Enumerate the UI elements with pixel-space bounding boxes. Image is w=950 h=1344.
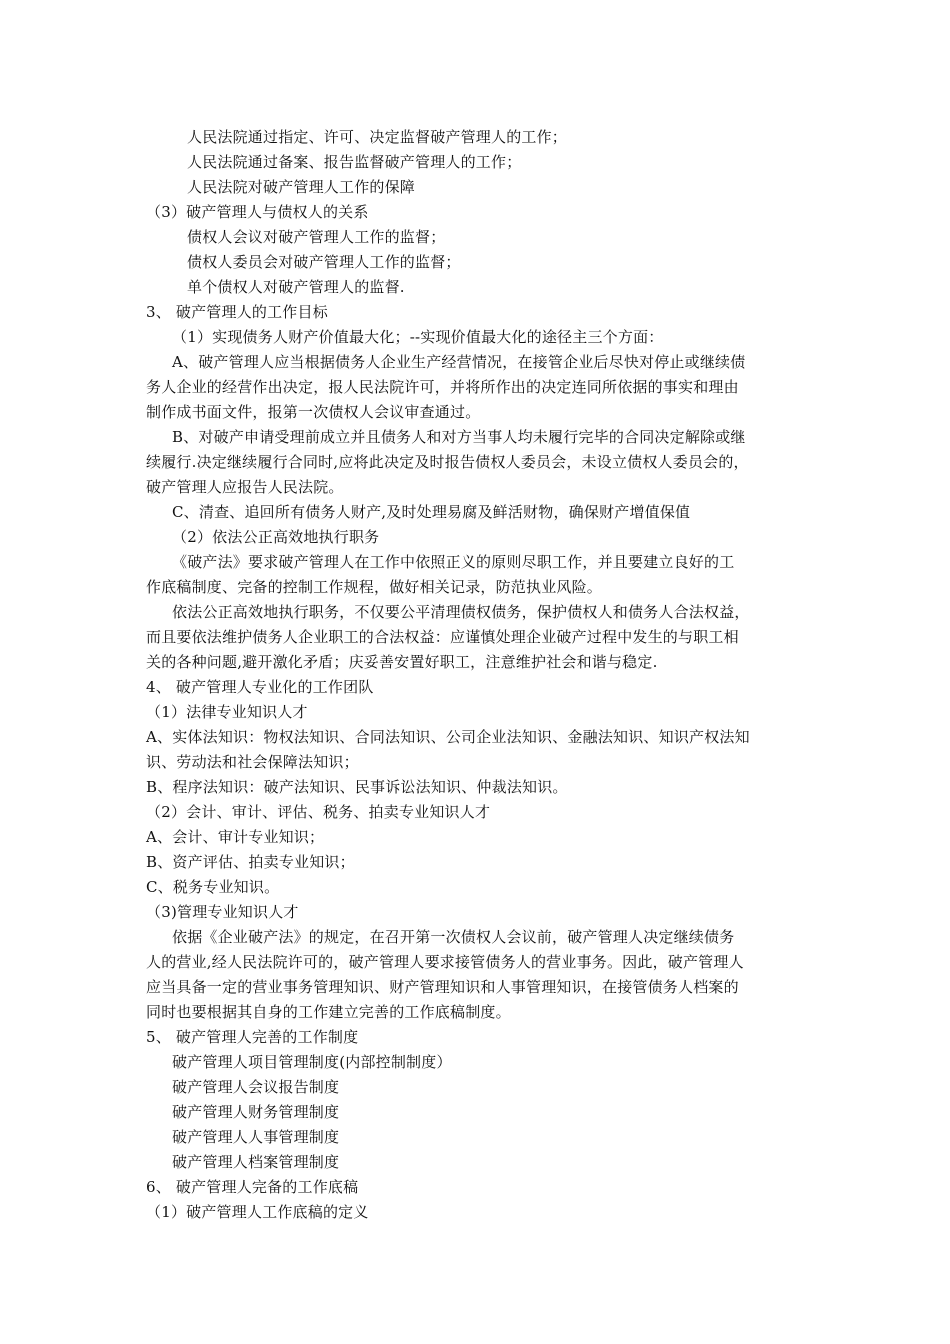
section-heading: （3）破产管理人与债权人的关系 (146, 203, 369, 221)
text-line: 作底稿制度、完备的控制工作规程，做好相关记录，防范执业风险。 (146, 578, 603, 596)
text-line: 应当具备一定的营业事务管理知识、财产管理知识和人事管理知识，在接管债务人档案的 (146, 978, 739, 996)
section-heading: 6、 破产管理人完备的工作底稿 (146, 1178, 359, 1196)
subsection-heading: （3)管理专业知识人才 (146, 903, 299, 921)
text-line: A、破产管理人应当根据债务人企业生产经营情况，在接管企业后尽快对停止或继续债 (172, 353, 746, 371)
subsection-heading: （2）依法公正高效地执行职务 (172, 528, 380, 546)
text-line: C、税务专业知识。 (146, 878, 280, 896)
text-line: 同时也要根据其自身的工作建立完善的工作底稿制度。 (146, 1003, 511, 1021)
subsection-heading: （1）破产管理人工作底稿的定义 (146, 1203, 369, 1221)
text-line: 务人企业的经营作出决定，报人民法院许可，并将所作出的决定连同所依据的事实和理由 (146, 378, 739, 396)
text-line: 债权人会议对破产管理人工作的监督； (187, 228, 446, 246)
text-line: C、清查、追回所有债务人财产,及时处理易腐及鲜活财物，确保财产增值保值 (172, 503, 691, 521)
subsection-heading: （1）法律专业知识人才 (146, 703, 308, 721)
text-line: 人民法院对破产管理人工作的保障 (187, 178, 416, 196)
text-line: 识、劳动法和社会保障法知识； (146, 753, 359, 771)
list-item: 破产管理人项目管理制度(内部控制制度） (172, 1053, 452, 1071)
text-line: 制作成书面文件，报第一次债权人会议审查通过。 (146, 403, 481, 421)
subsection-heading: （2）会计、审计、评估、税务、拍卖专业知识人才 (146, 803, 491, 821)
text-line: B、对破产申请受理前成立并且债务人和对方当事人均未履行完毕的合同决定解除或继 (172, 428, 746, 446)
subsection-heading: （1）实现债务人财产价值最大化；--实现价值最大化的途径主三个方面： (172, 328, 664, 346)
section-heading: 5、 破产管理人完善的工作制度 (146, 1028, 359, 1046)
text-line: A、会计、审计专业知识； (146, 828, 325, 846)
section-heading: 3、 破产管理人的工作目标 (146, 303, 328, 321)
list-item: 破产管理人财务管理制度 (172, 1103, 340, 1121)
text-line: 《破产法》要求破产管理人在工作中依照正义的原则尽职工作，并且要建立良好的工 (172, 553, 735, 571)
text-line: 而且要依法维护债务人企业职工的合法权益：应谨慎处理企业破产过程中发生的与职工相 (146, 628, 739, 646)
text-line: 依法公正高效地执行职务，不仅要公平清理债权债务，保护债权人和债务人合法权益， (172, 603, 750, 621)
text-line: 依据《企业破产法》的规定，在召开第一次债权人会议前，破产管理人决定继续债务 (172, 928, 735, 946)
list-item: 破产管理人档案管理制度 (172, 1153, 340, 1171)
text-line: B、资产评估、拍卖专业知识； (146, 853, 355, 871)
text-line: 单个债权人对破产管理人的监督. (187, 278, 405, 296)
text-line: 关的各种问题,避开激化矛盾；庆妥善安置好职工，注意维护社会和谐与稳定. (146, 653, 658, 671)
section-heading: 4、 破产管理人专业化的工作团队 (146, 678, 374, 696)
text-line: 人民法院通过备案、报告监督破产管理人的工作； (187, 153, 522, 171)
list-item: 破产管理人人事管理制度 (172, 1128, 340, 1146)
text-line: 续履行.决定继续履行合同时,应将此决定及时报告债权人委员会，未设立债权人委员会的， (146, 453, 749, 471)
text-line: A、实体法知识：物权法知识、合同法知识、公司企业法知识、金融法知识、知识产权法知 (146, 728, 750, 746)
text-line: 债权人委员会对破产管理人工作的监督； (187, 253, 461, 271)
text-line: 人民法院通过指定、许可、决定监督破产管理人的工作； (187, 128, 568, 146)
text-line: B、程序法知识：破产法知识、民事诉讼法知识、仲裁法知识。 (146, 778, 568, 796)
text-line: 破产管理人应报告人民法院。 (146, 478, 344, 496)
list-item: 破产管理人会议报告制度 (172, 1078, 340, 1096)
text-line: 人的营业,经人民法院许可的，破产管理人要求接管债务人的营业事务。因此，破产管理人 (146, 953, 744, 971)
